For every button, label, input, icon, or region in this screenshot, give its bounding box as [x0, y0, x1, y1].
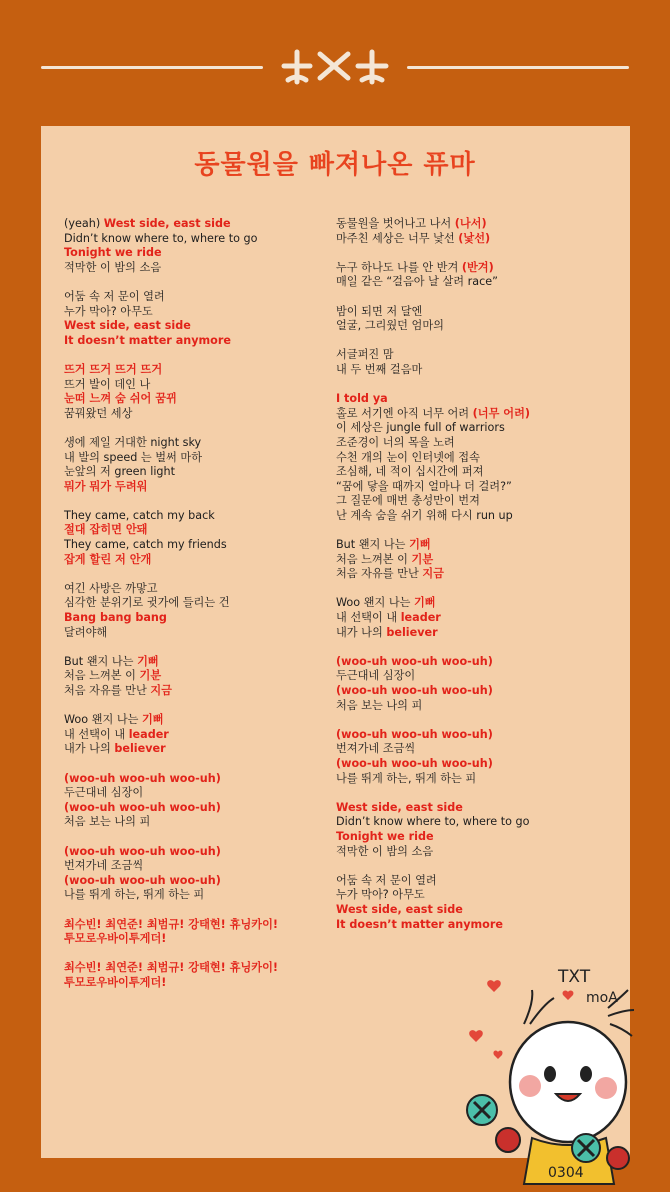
lyric-text: 서글퍼진 맘 — [336, 348, 394, 362]
lyric-highlight: 투모로우바이투게더! — [64, 932, 167, 946]
lyric-line — [336, 801, 606, 816]
page-title: 동물원을 빠져나온 퓨마 — [194, 150, 476, 180]
lyric-highlight: 최수빈! 최연준! 최범규! 강태현! 휴닝카이! — [64, 961, 279, 975]
lyric-text: 누가 막아? 아무도 — [64, 304, 153, 318]
stanza-gap — [336, 523, 606, 538]
lyric-line — [64, 305, 326, 320]
lyric-text: 난 계속 숨을 쉬기 위해 다시 run up — [336, 508, 513, 522]
lyric-text: 처음 보는 나의 피 — [336, 698, 423, 712]
lyric-line — [336, 918, 606, 933]
lyric-text: They came, catch my friends — [64, 538, 227, 552]
lyric-text: Didn’t know where to, where to go — [336, 815, 530, 829]
lyric-highlight: 눈떠 느껴 숨 쉬어 꿈뀌 — [64, 392, 177, 406]
lyric-highlight: 기분 — [411, 552, 434, 566]
lyric-highlight: leader — [400, 611, 441, 625]
lyric-line — [64, 217, 326, 232]
lyric-line — [336, 874, 606, 889]
lyric-line — [64, 932, 326, 947]
lyric-line — [336, 815, 606, 830]
lyric-highlight: 기분 — [139, 669, 162, 683]
lyric-highlight: 지금 — [150, 684, 172, 697]
stanza-gap — [64, 421, 326, 436]
sticker-moa-text: moA — [586, 990, 618, 1006]
lyrics-column-right — [336, 217, 606, 932]
lyric-line — [64, 669, 326, 684]
lyric-text: 조심해, 네 적이 십시간에 퍼져 — [336, 465, 484, 479]
lyric-text: 나를 뛰게 하는, 뛰게 하는 피 — [64, 888, 205, 902]
lyric-highlight: Tonight we ride — [64, 246, 162, 260]
lyric-highlight: 기뻐 — [409, 538, 431, 552]
lyric-line — [336, 275, 606, 290]
lyric-line — [64, 684, 326, 699]
lyric-line — [64, 246, 326, 261]
stanza-gap — [64, 348, 326, 363]
lyric-text: (yeah) — [64, 217, 104, 230]
lyric-line — [336, 509, 606, 524]
lyric-line — [64, 509, 326, 524]
lyric-text: Didn’t know where to, where to go — [64, 231, 258, 245]
lyric-highlight: (woo-uh woo-uh woo-uh) — [64, 873, 221, 887]
lyric-line — [336, 261, 606, 276]
lyric-text: 조준경이 너의 목을 노려 — [336, 435, 455, 449]
lyric-line — [64, 436, 326, 451]
lyric-text: 처음 자유를 만난 — [64, 684, 151, 697]
lyric-line — [64, 290, 326, 305]
header-rule-left — [41, 66, 263, 69]
lyric-highlight: Bang bang bang — [64, 611, 167, 625]
lyric-line — [336, 669, 606, 684]
lyric-text: 적막한 이 밤의 소음 — [336, 844, 434, 858]
lyric-text: 얼굴, 그리웠던 엄마의 — [336, 319, 444, 333]
lyric-text: 꿈꿔왔던 세상 — [64, 406, 133, 420]
lyric-highlight: It doesn’t matter anymore — [64, 333, 231, 347]
txt-logo-icon — [276, 44, 394, 88]
lyric-text: 내 발의 speed 는 벌써 마하 — [64, 450, 203, 464]
lyric-text: 이 세상은 jungle full of warriors — [336, 421, 505, 435]
lyric-line — [64, 742, 326, 757]
lyric-highlight: 뜨거 뜨거 뜨거 뜨거 — [64, 362, 163, 376]
stanza-gap — [64, 903, 326, 918]
lyric-line — [64, 772, 326, 787]
lyric-line — [336, 684, 606, 699]
lyric-highlight: believer — [386, 625, 438, 639]
lyric-highlight: Tonight we ride — [336, 829, 434, 843]
lyric-line — [64, 363, 326, 378]
lyric-line — [336, 348, 606, 363]
lyric-text: But 왠지 나는 — [336, 538, 410, 552]
lyric-line — [336, 538, 606, 553]
lyric-text: “꿈에 닿을 때까지 얼마나 더 걸려?” — [336, 479, 512, 493]
lyric-highlight: 절대 잡히면 안돼 — [64, 523, 148, 537]
lyric-line — [64, 523, 326, 538]
lyric-highlight: 기뻐 — [142, 713, 164, 727]
lyric-text: 누구 하나도 나를 안 반겨 — [336, 260, 462, 274]
lyric-highlight: West side, east side — [336, 902, 463, 916]
lyric-line — [336, 655, 606, 670]
stanza-gap — [64, 699, 326, 714]
lyric-line — [64, 319, 326, 334]
lyric-text: 나를 뛰게 하는, 뛰게 하는 피 — [336, 771, 477, 785]
lyric-text: 마주친 세상은 너무 낯선 — [336, 231, 459, 245]
lyric-text: 동물원을 벗어나고 나서 — [336, 217, 455, 230]
lyric-line — [336, 728, 606, 743]
lyric-line — [64, 976, 326, 991]
lyric-highlight: (woo-uh woo-uh woo-uh) — [336, 756, 493, 770]
lyric-line — [336, 888, 606, 903]
lyric-text: 두근대네 심장이 — [64, 786, 144, 800]
lyric-line — [336, 596, 606, 611]
lyric-text: They came, catch my back — [64, 508, 215, 522]
lyric-line — [64, 596, 326, 611]
lyric-line — [336, 465, 606, 480]
lyric-highlight: 뭐가 뭐가 두려워 — [64, 479, 148, 493]
lyric-highlight: (woo-uh woo-uh woo-uh) — [336, 727, 493, 741]
lyric-line — [64, 407, 326, 422]
lyric-text: 달려야해 — [64, 625, 108, 639]
lyric-text: 번져가네 조금씩 — [64, 859, 144, 873]
lyric-line — [64, 888, 326, 903]
lyric-highlight: I told ya — [336, 392, 388, 406]
lyric-text: 어둠 속 저 문이 열려 — [64, 289, 165, 303]
lyric-line — [64, 261, 326, 276]
lyric-text: 처음 느껴본 이 — [336, 552, 412, 566]
lyric-text: 내 두 번째 걸음마 — [336, 362, 423, 376]
lyric-highlight: West side, east side — [103, 217, 231, 230]
lyric-line — [336, 217, 606, 232]
lyric-line — [336, 845, 606, 860]
lyric-line — [64, 334, 326, 349]
lyric-line — [64, 961, 326, 976]
lyric-line — [336, 742, 606, 757]
stanza-gap — [336, 290, 606, 305]
lyric-highlight: (낯선) — [458, 231, 491, 245]
lyric-line — [336, 407, 606, 422]
lyric-text: 내 선택이 내 — [336, 611, 401, 625]
lyric-text: 여긴 사방은 까맣고 — [64, 581, 158, 595]
stanza-gap — [64, 275, 326, 290]
lyric-text: 밤이 되면 저 달엔 — [336, 304, 423, 318]
lyric-line — [64, 713, 326, 728]
lyric-line — [336, 421, 606, 436]
lyric-text: But 왠지 나는 — [64, 654, 138, 668]
lyric-highlight: 기뻐 — [137, 654, 159, 668]
lyric-line — [64, 655, 326, 670]
lyric-line — [64, 582, 326, 597]
lyric-line — [336, 436, 606, 451]
stanza-gap — [336, 640, 606, 655]
lyric-line — [336, 567, 606, 582]
lyric-text: 적막한 이 밤의 소음 — [64, 260, 162, 274]
lyric-line — [336, 494, 606, 509]
lyric-line — [64, 611, 326, 626]
lyric-text: 처음 느껴본 이 — [64, 669, 140, 683]
lyric-highlight: 잡게 할린 저 안개 — [64, 552, 152, 566]
lyric-highlight: West side, east side — [336, 800, 463, 814]
lyric-line — [336, 611, 606, 626]
lyric-highlight: 기뻐 — [414, 596, 436, 610]
lyric-line — [64, 392, 326, 407]
lyric-highlight: (나서) — [454, 217, 487, 230]
stanza-gap — [336, 582, 606, 597]
lyric-highlight: It doesn’t matter anymore — [336, 917, 503, 931]
lyric-line — [336, 392, 606, 407]
sticker-txt-text: TXT — [558, 967, 591, 987]
stanza-gap — [64, 757, 326, 772]
lyric-text: 누가 막아? 아무도 — [336, 888, 425, 902]
lyric-highlight: (woo-uh woo-uh woo-uh) — [336, 654, 493, 668]
lyric-line — [64, 859, 326, 874]
lyric-text: 눈앞의 저 green light — [64, 465, 176, 479]
lyric-line — [64, 801, 326, 816]
lyric-text: 어둠 속 저 문이 열려 — [336, 873, 437, 887]
lyric-highlight: 지금 — [422, 567, 444, 581]
lyric-text: Woo 왠지 나는 — [64, 713, 142, 727]
stanza-gap — [64, 494, 326, 509]
lyric-text: 심각한 분위기로 귓가에 들리는 건 — [64, 596, 230, 610]
lyric-highlight: (woo-uh woo-uh woo-uh) — [64, 771, 221, 785]
lyric-text: 내가 나의 — [64, 742, 115, 756]
moa-character-sticker — [458, 962, 638, 1192]
stanza-gap — [64, 947, 326, 962]
lyric-text: 번져가네 조금씩 — [336, 742, 416, 756]
lyric-line — [64, 538, 326, 553]
lyric-text: 수천 개의 눈이 인터넷에 접속 — [336, 450, 480, 464]
stanza-gap — [336, 334, 606, 349]
stanza-gap — [336, 246, 606, 261]
lyric-highlight: leader — [128, 727, 169, 741]
lyric-line — [336, 232, 606, 247]
lyric-line — [336, 363, 606, 378]
lyrics-column-left — [64, 217, 326, 990]
lyric-highlight: 최수빈! 최연준! 최범규! 강태현! 휴닝카이! — [64, 917, 279, 931]
lyric-text: 매일 같은 “걸음아 날 살려 race” — [336, 275, 498, 289]
lyric-line — [64, 465, 326, 480]
lyric-line — [336, 772, 606, 787]
lyric-line — [64, 451, 326, 466]
stanza-gap — [64, 640, 326, 655]
lyric-text: 두근대네 심장이 — [336, 669, 416, 683]
lyric-line — [336, 757, 606, 772]
stanza-gap — [64, 830, 326, 845]
lyric-highlight: 투모로우바이투게더! — [64, 975, 167, 989]
lyric-text: 생에 제일 거대한 night sky — [64, 435, 202, 449]
lyric-line — [64, 845, 326, 860]
lyric-highlight: West side, east side — [64, 319, 191, 333]
stanza-gap — [336, 786, 606, 801]
lyric-highlight: believer — [114, 742, 166, 756]
lyric-line — [336, 305, 606, 320]
lyric-highlight: (woo-uh woo-uh woo-uh) — [64, 800, 221, 814]
lyric-line — [336, 451, 606, 466]
lyric-text: 뜨거 발이 데인 나 — [64, 377, 151, 391]
stanza-gap — [336, 713, 606, 728]
lyric-line — [336, 480, 606, 495]
lyric-line — [64, 815, 326, 830]
lyric-text: 처음 자유를 만난 — [336, 567, 423, 581]
lyric-line — [336, 903, 606, 918]
lyric-line — [64, 378, 326, 393]
lyric-line — [64, 728, 326, 743]
lyric-line — [64, 918, 326, 933]
lyric-line — [64, 480, 326, 495]
lyric-text: 처음 보는 나의 피 — [64, 815, 151, 829]
sticker-number-text: 0304 — [548, 1165, 584, 1181]
lyric-highlight: (너무 어려) — [472, 406, 531, 420]
lyric-line — [336, 699, 606, 714]
lyric-highlight: (woo-uh woo-uh woo-uh) — [64, 844, 221, 858]
header — [0, 0, 670, 125]
lyric-line — [64, 553, 326, 568]
stanza-gap — [336, 378, 606, 393]
stanza-gap — [336, 859, 606, 874]
lyric-text: 홀로 서기엔 아직 너무 어려 — [336, 406, 473, 420]
lyric-text: 내가 나의 — [336, 625, 387, 639]
lyric-line — [64, 626, 326, 641]
lyric-line — [336, 830, 606, 845]
lyric-highlight: (woo-uh woo-uh woo-uh) — [336, 684, 493, 697]
lyric-highlight: (반겨) — [461, 260, 494, 274]
stanza-gap — [64, 567, 326, 582]
header-rule-right — [407, 66, 629, 69]
lyric-line — [336, 626, 606, 641]
lyric-line — [64, 786, 326, 801]
lyric-line — [336, 553, 606, 568]
lyric-line — [64, 232, 326, 247]
lyric-line — [336, 319, 606, 334]
lyric-text: 그 질문에 매번 총성만이 번져 — [336, 494, 480, 508]
lyric-text: 내 선택이 내 — [64, 727, 129, 741]
lyric-line — [64, 874, 326, 889]
lyric-text: Woo 왠지 나는 — [336, 596, 414, 610]
